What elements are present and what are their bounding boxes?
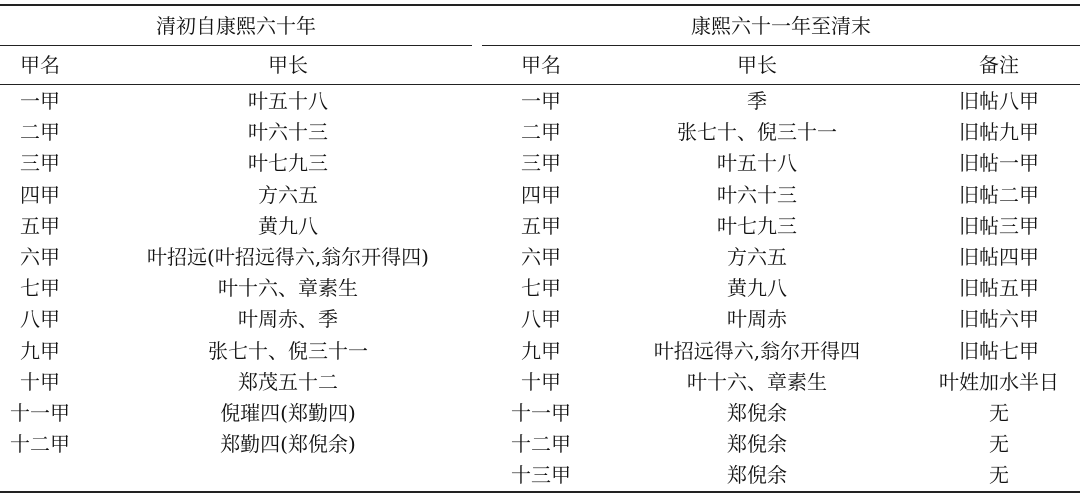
right-group-rule: [482, 45, 1080, 46]
left-group-head-cell: 郑茂五十二: [238, 369, 338, 394]
table-row: [0, 148, 1080, 179]
right-group-head-cell: 叶五十八: [717, 151, 797, 176]
left-group-head-cell: 黄九八: [258, 213, 318, 238]
left-group-head-cell: 叶六十三: [248, 120, 328, 145]
bottom-rule: [0, 491, 1080, 493]
left-group-name-cell: 二甲: [20, 120, 60, 145]
right-group-note-cell: 旧帖六甲: [959, 307, 1039, 332]
table-row: [0, 86, 1080, 117]
left-group-name-cell: 一甲: [20, 89, 60, 113]
right-group-name-cell: 三甲: [521, 151, 561, 176]
right-group-note-cell: 无: [989, 463, 1009, 488]
left-group-name-cell: 五甲: [20, 213, 60, 238]
table-row: [0, 117, 1080, 148]
left-col-head-header: 甲长: [268, 53, 308, 77]
right-group-head-cell: 黄九八: [727, 276, 787, 301]
right-col-note-header: 备注: [979, 53, 1019, 77]
right-group-head-cell: 郑倪余: [727, 463, 787, 488]
left-group-head-cell: 叶十六、章素生: [218, 276, 358, 301]
right-group-note-cell: 旧帖九甲: [959, 120, 1039, 145]
right-group-head-cell: 郑倪余: [727, 432, 787, 457]
left-col-name-header: 甲名: [20, 53, 60, 77]
left-group-head-cell: 叶招远(叶招远得六,翁尔开得四): [147, 245, 429, 269]
left-group-name-cell: 三甲: [20, 151, 60, 176]
left-group-head-cell: 方六五: [258, 182, 318, 207]
right-group-name-cell: 一甲: [521, 89, 561, 113]
right-group-name-cell: 七甲: [521, 276, 561, 301]
right-group-note-cell: 旧帖八甲: [959, 89, 1039, 113]
table-row: [0, 429, 1080, 460]
right-group-title: 康熙六十一年至清末: [691, 14, 871, 38]
table-row: [0, 211, 1080, 242]
right-group-head-cell: 方六五: [727, 245, 787, 269]
right-group-note-cell: 旧帖一甲: [959, 151, 1039, 176]
left-group-name-cell: 八甲: [20, 307, 60, 332]
table-row: [0, 367, 1080, 398]
right-group-head-cell: 郑倪余: [727, 401, 787, 425]
right-group-note-cell: 叶姓加水半日: [939, 369, 1059, 394]
table-row: [0, 460, 1080, 491]
left-group-name-cell: 六甲: [20, 245, 60, 269]
right-group-name-cell: 八甲: [521, 307, 561, 332]
left-group-head-cell: [104, 460, 472, 491]
right-group-name-cell: 十甲: [521, 369, 561, 394]
right-group-note-cell: 旧帖七甲: [959, 338, 1039, 363]
right-group-name-cell: 十二甲: [511, 432, 571, 457]
table-row: [0, 398, 1080, 429]
right-group-note-cell: 无: [989, 432, 1009, 457]
table-row: [0, 336, 1080, 367]
left-group-head-cell: 叶周赤、季: [238, 307, 338, 332]
top-rule: [0, 4, 1080, 6]
right-group-note-cell: 无: [989, 401, 1009, 425]
left-group-name-cell: 四甲: [20, 182, 60, 207]
right-group-head-cell: 叶十六、章素生: [687, 369, 827, 394]
right-group-head-cell: 季: [747, 89, 767, 113]
right-group-head-cell: 叶招远得六,翁尔开得四: [653, 338, 861, 363]
table-row: [0, 242, 1080, 273]
right-group-note-cell: 旧帖三甲: [959, 213, 1039, 238]
right-group-name-cell: 六甲: [521, 245, 561, 269]
right-group-note-cell: 旧帖四甲: [959, 245, 1039, 269]
left-group-head-cell: 叶七九三: [248, 151, 328, 176]
table-row: [0, 304, 1080, 335]
right-group-name-cell: 十三甲: [511, 463, 571, 488]
right-group-note-cell: 旧帖二甲: [959, 182, 1039, 207]
right-group-note-cell: 旧帖五甲: [959, 276, 1039, 301]
right-group-head-cell: 叶六十三: [717, 182, 797, 207]
left-group-head-cell: 张七十、倪三十一: [208, 338, 368, 363]
right-group-head-cell: 叶周赤: [727, 307, 787, 332]
left-group-head-cell: 叶五十八: [248, 89, 328, 113]
header-rule: [0, 84, 1080, 85]
right-group-name-cell: 四甲: [521, 182, 561, 207]
right-group-name-cell: 五甲: [521, 213, 561, 238]
right-col-head-header: 甲长: [737, 53, 777, 77]
left-group-name-cell: [0, 460, 80, 491]
right-group-head-cell: 张七十、倪三十一: [677, 120, 837, 145]
table-row: [0, 273, 1080, 304]
right-col-name-header: 甲名: [521, 53, 561, 77]
right-group-name-cell: 十一甲: [511, 401, 571, 425]
left-group-name-cell: 九甲: [20, 338, 60, 363]
left-group-name-cell: 七甲: [20, 276, 60, 301]
right-group-name-cell: 二甲: [521, 120, 561, 145]
right-group-head-cell: 叶七九三: [717, 213, 797, 238]
left-group-head-cell: 郑勤四(郑倪余): [220, 432, 356, 457]
left-group-title: 清初自康熙六十年: [156, 14, 316, 38]
left-group-head-cell: 倪璀四(郑勤四): [220, 401, 356, 425]
left-group-name-cell: 十甲: [20, 369, 60, 394]
left-group-name-cell: 十一甲: [10, 401, 70, 425]
left-group-rule: [0, 45, 472, 46]
table-row: [0, 180, 1080, 211]
right-group-name-cell: 九甲: [521, 338, 561, 363]
left-group-name-cell: 十二甲: [10, 432, 70, 457]
